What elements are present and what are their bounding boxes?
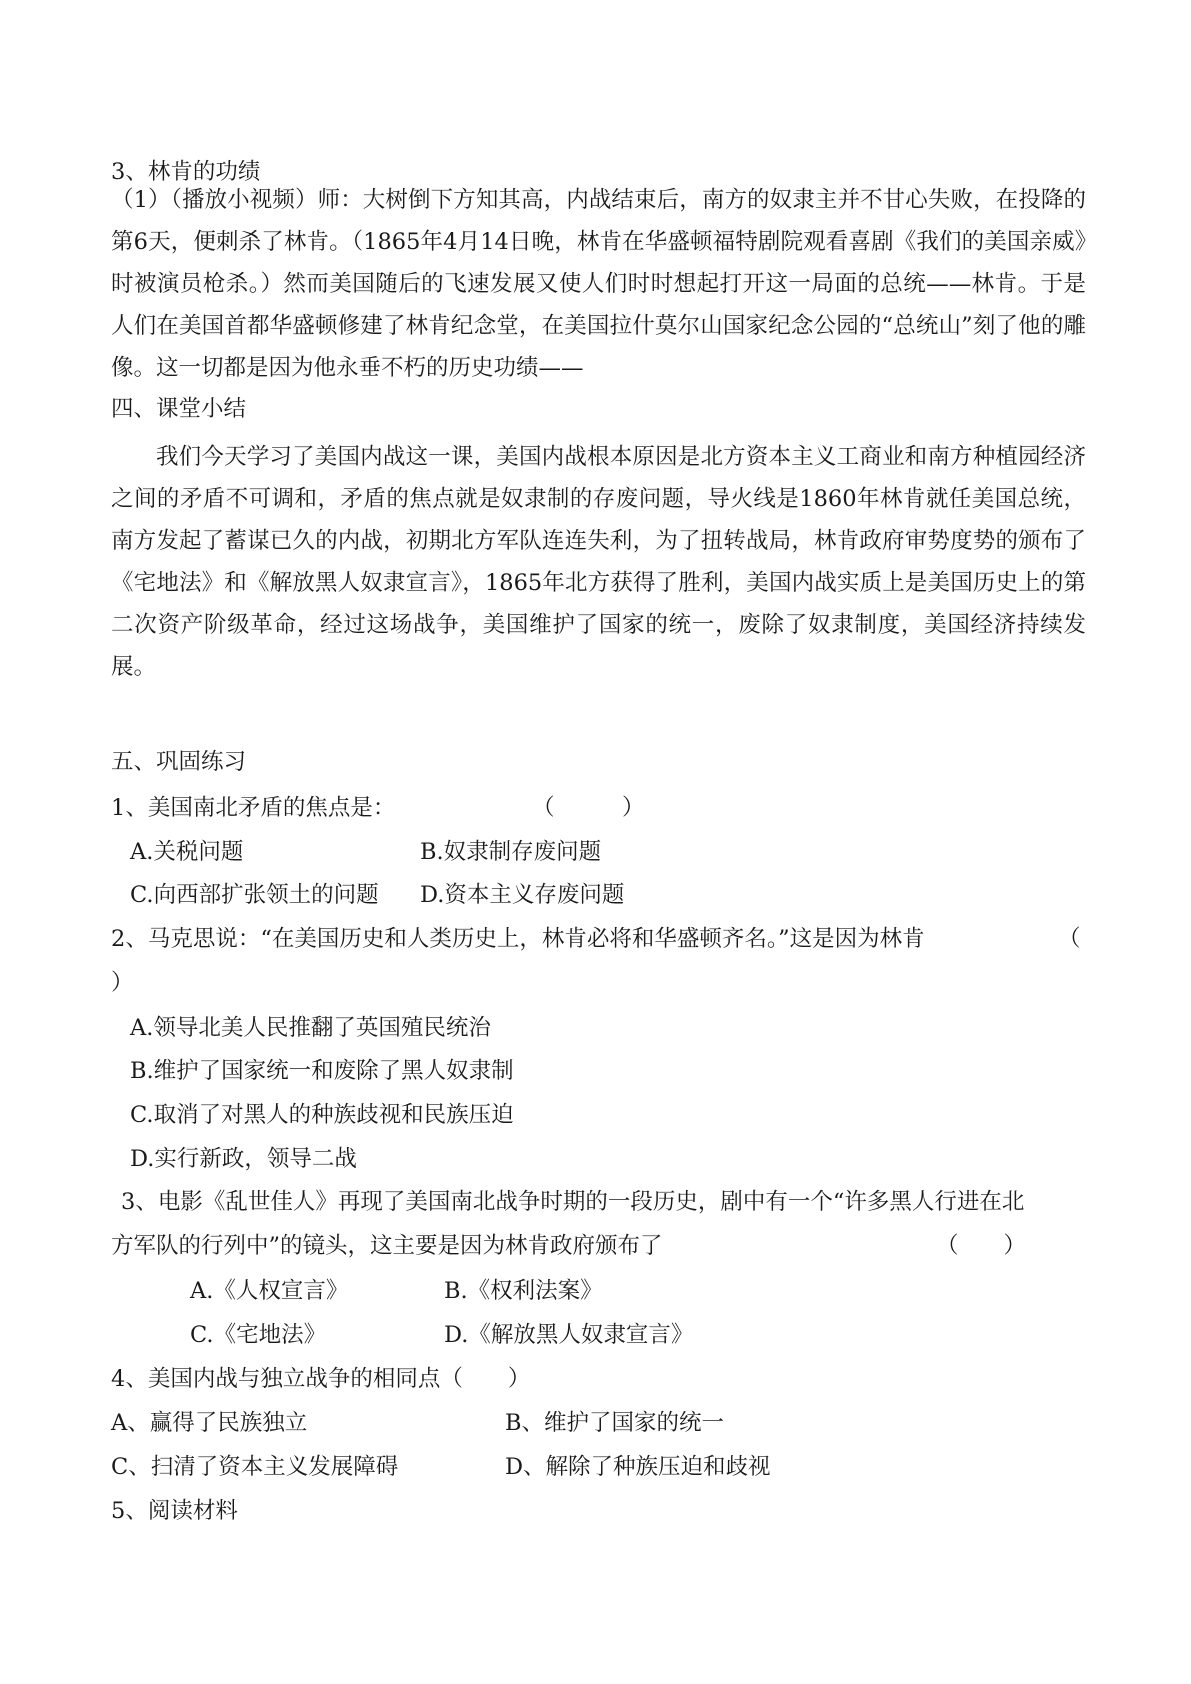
section-heading-lincoln-achievements: 3、林肯的功绩 [111,159,261,185]
class-summary-paragraph: 我们今天学习了美国内战这一课，美国内战根本原因是北方资本主义工商业和南方种植园经济之间的矛盾不可调和，矛盾的焦点就是奴隶制的存废问题，导火线是1860年林肯就任美国总统，南方发起了蓄谋已久的内战，初期北方军队连连失利，为了扭转战局，林肯政府审势度势的颁布了《宅地法》和《解放黑人奴隶宣言》，1865年北方获得了胜利，美国内战实质上是美国历史上的第二次资产阶级革命，经过这场战争，美国维护了国家的统一，废除了奴隶制度，美国经济持续发展。 [111,444,1086,680]
question-4-option-b: B、维护了国家的统一 [505,1410,725,1436]
question-3-option-b: B.《权利法案》 [444,1278,603,1304]
question-4-option-c: C、扫清了资本主义发展障碍 [111,1454,399,1480]
question-2-option-c: C.取消了对黑人的种族歧视和民族压迫 [130,1102,514,1128]
question-3-option-c: C.《宅地法》 [190,1322,327,1348]
question-4-option-a: A、赢得了民族独立 [111,1410,308,1436]
question-2-paren-close: ） [111,970,134,996]
question-2-option-b: B.维护了国家统一和废除了黑人奴隶制 [130,1058,514,1084]
question-3-stem-line-2: 方军队的行列中”的镜头，这主要是因为林肯政府颁布了 [111,1233,663,1259]
question-3-option-d: D.《解放黑人奴隶宣言》 [444,1322,694,1348]
question-1-stem: 1、美国南北矛盾的焦点是： [111,795,396,821]
question-2-paren-open: （ [1058,926,1081,952]
section-heading-class-summary: 四、课堂小结 [111,396,247,422]
question-4-option-d: D、解除了种族压迫和歧视 [505,1454,771,1480]
question-3-stem-line-1: 3、电影《乱世佳人》再现了美国南北战争时期的一段历史，剧中有一个“许多黑人行进在北 [121,1189,1025,1215]
section-heading-practice: 五、巩固练习 [111,749,247,775]
lincoln-assassination-paragraph: （1）（播放小视频）师：大树倒下方知其高，内战结束后，南方的奴隶主并不甘心失败，在投降的第6天，便刺杀了林肯。（1865年4月14日晚，林肯在华盛顿福特剧院观看喜剧《我们的美国亲威》时被演员枪杀。）然而美国随后的飞速发展又使人们时时想起打开这一局面的总统——林肯。于是人们在美国首都华盛顿修建了林肯纪念堂，在美国拉什莫尔山国家纪念公园的“总统山”刻了他的雕像。这一切都是因为他永垂不朽的历史功绩—— [111,187,1086,381]
question-2-option-a: A.领导北美人民推翻了英国殖民统治 [130,1015,491,1041]
question-5-stem: 5、阅读材料 [111,1498,238,1524]
question-1-option-c: C.向西部扩张领土的问题 [130,882,379,908]
question-2-option-d: D.实行新政，领导二战 [130,1146,357,1172]
question-3-answer-blank: （ ） [936,1233,1027,1259]
question-1-option-d: D.资本主义存废问题 [420,882,625,908]
question-3-option-a: A.《人权宣言》 [190,1278,349,1304]
question-1-answer-blank: （ ） [532,795,645,821]
question-1-option-a: A.关税问题 [130,839,244,865]
question-1-option-b: B.奴隶制存废问题 [420,839,602,865]
question-4-stem: 4、美国内战与独立战争的相同点（ ） [111,1366,531,1392]
question-2-stem: 2、马克思说：“在美国历史和人类历史上，林肯必将和华盛顿齐名。”这是因为林肯 [111,926,925,952]
